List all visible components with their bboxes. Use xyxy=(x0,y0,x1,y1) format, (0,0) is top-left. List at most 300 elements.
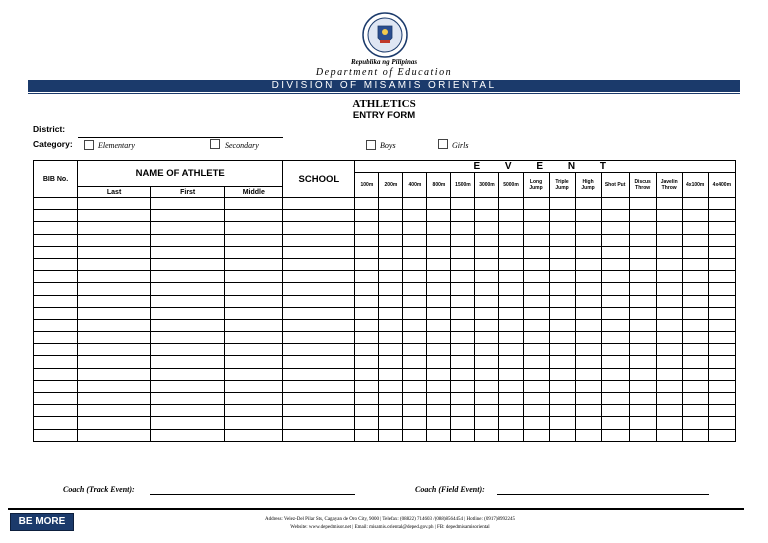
entry-cell[interactable] xyxy=(475,356,499,368)
entry-cell[interactable] xyxy=(379,405,403,417)
coach-field-field[interactable] xyxy=(497,494,709,495)
entry-cell[interactable] xyxy=(629,319,656,331)
entry-cell[interactable] xyxy=(451,368,475,380)
entry-cell[interactable] xyxy=(549,344,575,356)
entry-cell[interactable] xyxy=(78,332,151,344)
entry-cell[interactable] xyxy=(499,405,523,417)
entry-cell[interactable] xyxy=(656,356,682,368)
entry-cell[interactable] xyxy=(379,307,403,319)
entry-cell[interactable] xyxy=(379,393,403,405)
entry-cell[interactable] xyxy=(34,222,78,234)
entry-cell[interactable] xyxy=(708,380,735,392)
entry-cell[interactable] xyxy=(475,258,499,270)
entry-cell[interactable] xyxy=(225,332,283,344)
entry-cell[interactable] xyxy=(682,332,708,344)
entry-cell[interactable] xyxy=(451,307,475,319)
entry-cell[interactable] xyxy=(601,356,629,368)
entry-cell[interactable] xyxy=(682,307,708,319)
entry-cell[interactable] xyxy=(475,234,499,246)
entry-cell[interactable] xyxy=(34,283,78,295)
entry-cell[interactable] xyxy=(499,356,523,368)
entry-cell[interactable] xyxy=(575,295,601,307)
entry-cell[interactable] xyxy=(682,246,708,258)
entry-cell[interactable] xyxy=(656,198,682,210)
entry-cell[interactable] xyxy=(283,307,355,319)
entry-cell[interactable] xyxy=(78,307,151,319)
entry-cell[interactable] xyxy=(151,271,225,283)
entry-cell[interactable] xyxy=(682,319,708,331)
entry-cell[interactable] xyxy=(629,405,656,417)
entry-cell[interactable] xyxy=(708,368,735,380)
entry-cell[interactable] xyxy=(708,258,735,270)
entry-cell[interactable] xyxy=(78,356,151,368)
entry-cell[interactable] xyxy=(682,356,708,368)
entry-cell[interactable] xyxy=(656,222,682,234)
entry-cell[interactable] xyxy=(355,368,379,380)
entry-cell[interactable] xyxy=(475,393,499,405)
entry-cell[interactable] xyxy=(575,198,601,210)
entry-cell[interactable] xyxy=(379,332,403,344)
entry-cell[interactable] xyxy=(34,319,78,331)
entry-cell[interactable] xyxy=(403,258,427,270)
entry-cell[interactable] xyxy=(629,198,656,210)
entry-cell[interactable] xyxy=(656,271,682,283)
district-field[interactable] xyxy=(78,137,283,138)
entry-cell[interactable] xyxy=(682,393,708,405)
entry-cell[interactable] xyxy=(427,319,451,331)
entry-cell[interactable] xyxy=(575,283,601,295)
entry-cell[interactable] xyxy=(499,258,523,270)
entry-cell[interactable] xyxy=(355,344,379,356)
entry-cell[interactable] xyxy=(78,295,151,307)
entry-cell[interactable] xyxy=(403,380,427,392)
entry-cell[interactable] xyxy=(708,405,735,417)
entry-cell[interactable] xyxy=(575,271,601,283)
entry-cell[interactable] xyxy=(283,258,355,270)
entry-cell[interactable] xyxy=(403,344,427,356)
entry-cell[interactable] xyxy=(151,198,225,210)
entry-cell[interactable] xyxy=(656,258,682,270)
entry-cell[interactable] xyxy=(427,246,451,258)
entry-cell[interactable] xyxy=(499,417,523,429)
entry-cell[interactable] xyxy=(451,319,475,331)
entry-cell[interactable] xyxy=(34,344,78,356)
entry-cell[interactable] xyxy=(403,319,427,331)
entry-cell[interactable] xyxy=(475,210,499,222)
entry-cell[interactable] xyxy=(549,198,575,210)
entry-cell[interactable] xyxy=(355,417,379,429)
entry-cell[interactable] xyxy=(499,210,523,222)
entry-cell[interactable] xyxy=(379,210,403,222)
entry-cell[interactable] xyxy=(151,258,225,270)
entry-cell[interactable] xyxy=(151,246,225,258)
entry-cell[interactable] xyxy=(225,417,283,429)
entry-cell[interactable] xyxy=(451,429,475,441)
entry-cell[interactable] xyxy=(451,271,475,283)
entry-cell[interactable] xyxy=(379,295,403,307)
entry-cell[interactable] xyxy=(656,234,682,246)
entry-cell[interactable] xyxy=(283,246,355,258)
entry-cell[interactable] xyxy=(283,393,355,405)
entry-cell[interactable] xyxy=(78,198,151,210)
entry-cell[interactable] xyxy=(656,307,682,319)
entry-cell[interactable] xyxy=(523,210,549,222)
entry-cell[interactable] xyxy=(355,295,379,307)
entry-cell[interactable] xyxy=(549,417,575,429)
entry-cell[interactable] xyxy=(379,356,403,368)
entry-cell[interactable] xyxy=(682,295,708,307)
entry-cell[interactable] xyxy=(355,319,379,331)
entry-cell[interactable] xyxy=(78,210,151,222)
entry-cell[interactable] xyxy=(682,344,708,356)
entry-cell[interactable] xyxy=(403,283,427,295)
entry-cell[interactable] xyxy=(34,258,78,270)
entry-cell[interactable] xyxy=(225,356,283,368)
entry-cell[interactable] xyxy=(682,198,708,210)
entry-cell[interactable] xyxy=(708,332,735,344)
entry-cell[interactable] xyxy=(379,344,403,356)
entry-cell[interactable] xyxy=(656,417,682,429)
entry-cell[interactable] xyxy=(601,368,629,380)
entry-cell[interactable] xyxy=(629,380,656,392)
entry-cell[interactable] xyxy=(283,210,355,222)
entry-cell[interactable] xyxy=(499,295,523,307)
entry-cell[interactable] xyxy=(708,283,735,295)
entry-cell[interactable] xyxy=(403,222,427,234)
entry-cell[interactable] xyxy=(629,429,656,441)
entry-cell[interactable] xyxy=(499,246,523,258)
entry-cell[interactable] xyxy=(523,368,549,380)
entry-cell[interactable] xyxy=(403,210,427,222)
entry-cell[interactable] xyxy=(523,295,549,307)
entry-cell[interactable] xyxy=(708,344,735,356)
entry-cell[interactable] xyxy=(601,307,629,319)
entry-cell[interactable] xyxy=(629,332,656,344)
entry-cell[interactable] xyxy=(225,307,283,319)
entry-cell[interactable] xyxy=(78,271,151,283)
entry-cell[interactable] xyxy=(403,356,427,368)
entry-cell[interactable] xyxy=(601,283,629,295)
entry-cell[interactable] xyxy=(601,405,629,417)
entry-cell[interactable] xyxy=(549,307,575,319)
entry-cell[interactable] xyxy=(656,210,682,222)
entry-cell[interactable] xyxy=(499,198,523,210)
entry-cell[interactable] xyxy=(78,222,151,234)
entry-cell[interactable] xyxy=(549,246,575,258)
entry-cell[interactable] xyxy=(656,380,682,392)
entry-cell[interactable] xyxy=(523,393,549,405)
entry-cell[interactable] xyxy=(225,405,283,417)
entry-cell[interactable] xyxy=(379,222,403,234)
entry-cell[interactable] xyxy=(283,295,355,307)
entry-cell[interactable] xyxy=(151,368,225,380)
entry-cell[interactable] xyxy=(601,258,629,270)
entry-cell[interactable] xyxy=(427,429,451,441)
entry-cell[interactable] xyxy=(475,198,499,210)
entry-cell[interactable] xyxy=(78,283,151,295)
entry-cell[interactable] xyxy=(549,234,575,246)
entry-cell[interactable] xyxy=(499,307,523,319)
entry-cell[interactable] xyxy=(601,344,629,356)
entry-cell[interactable] xyxy=(379,417,403,429)
entry-cell[interactable] xyxy=(451,405,475,417)
entry-cell[interactable] xyxy=(656,295,682,307)
entry-cell[interactable] xyxy=(523,332,549,344)
entry-cell[interactable] xyxy=(656,246,682,258)
entry-cell[interactable] xyxy=(427,307,451,319)
entry-cell[interactable] xyxy=(225,222,283,234)
entry-cell[interactable] xyxy=(629,307,656,319)
entry-cell[interactable] xyxy=(151,356,225,368)
entry-cell[interactable] xyxy=(427,283,451,295)
entry-cell[interactable] xyxy=(78,344,151,356)
entry-cell[interactable] xyxy=(656,429,682,441)
entry-cell[interactable] xyxy=(575,319,601,331)
entry-cell[interactable] xyxy=(475,380,499,392)
entry-cell[interactable] xyxy=(225,210,283,222)
entry-cell[interactable] xyxy=(78,368,151,380)
entry-cell[interactable] xyxy=(656,393,682,405)
entry-cell[interactable] xyxy=(403,332,427,344)
entry-cell[interactable] xyxy=(427,405,451,417)
entry-cell[interactable] xyxy=(682,234,708,246)
entry-cell[interactable] xyxy=(549,295,575,307)
entry-cell[interactable] xyxy=(475,222,499,234)
entry-cell[interactable] xyxy=(575,246,601,258)
entry-cell[interactable] xyxy=(403,246,427,258)
secondary-checkbox[interactable] xyxy=(210,139,220,149)
entry-cell[interactable] xyxy=(403,368,427,380)
entry-cell[interactable] xyxy=(427,271,451,283)
entry-cell[interactable] xyxy=(379,429,403,441)
entry-cell[interactable] xyxy=(379,283,403,295)
entry-cell[interactable] xyxy=(151,307,225,319)
entry-cell[interactable] xyxy=(549,429,575,441)
entry-cell[interactable] xyxy=(379,368,403,380)
entry-cell[interactable] xyxy=(682,258,708,270)
entry-cell[interactable] xyxy=(575,234,601,246)
entry-cell[interactable] xyxy=(499,234,523,246)
entry-cell[interactable] xyxy=(427,210,451,222)
entry-cell[interactable] xyxy=(629,283,656,295)
entry-cell[interactable] xyxy=(78,429,151,441)
entry-cell[interactable] xyxy=(523,417,549,429)
entry-cell[interactable] xyxy=(451,283,475,295)
entry-cell[interactable] xyxy=(427,198,451,210)
entry-cell[interactable] xyxy=(78,258,151,270)
entry-cell[interactable] xyxy=(499,222,523,234)
entry-cell[interactable] xyxy=(475,332,499,344)
entry-cell[interactable] xyxy=(379,271,403,283)
entry-cell[interactable] xyxy=(225,246,283,258)
entry-cell[interactable] xyxy=(629,234,656,246)
entry-cell[interactable] xyxy=(475,283,499,295)
entry-cell[interactable] xyxy=(283,429,355,441)
entry-cell[interactable] xyxy=(379,246,403,258)
entry-cell[interactable] xyxy=(34,234,78,246)
entry-cell[interactable] xyxy=(682,417,708,429)
entry-cell[interactable] xyxy=(656,344,682,356)
entry-cell[interactable] xyxy=(34,198,78,210)
entry-cell[interactable] xyxy=(78,246,151,258)
entry-cell[interactable] xyxy=(575,393,601,405)
entry-cell[interactable] xyxy=(601,380,629,392)
entry-cell[interactable] xyxy=(355,356,379,368)
entry-cell[interactable] xyxy=(475,271,499,283)
entry-cell[interactable] xyxy=(451,356,475,368)
entry-cell[interactable] xyxy=(629,356,656,368)
entry-cell[interactable] xyxy=(523,198,549,210)
entry-cell[interactable] xyxy=(601,210,629,222)
entry-cell[interactable] xyxy=(225,283,283,295)
entry-cell[interactable] xyxy=(656,405,682,417)
entry-cell[interactable] xyxy=(549,210,575,222)
entry-cell[interactable] xyxy=(225,344,283,356)
entry-cell[interactable] xyxy=(403,295,427,307)
entry-cell[interactable] xyxy=(656,368,682,380)
entry-cell[interactable] xyxy=(427,380,451,392)
entry-cell[interactable] xyxy=(523,222,549,234)
entry-cell[interactable] xyxy=(451,332,475,344)
entry-cell[interactable] xyxy=(629,417,656,429)
entry-cell[interactable] xyxy=(151,332,225,344)
entry-cell[interactable] xyxy=(499,344,523,356)
entry-cell[interactable] xyxy=(499,380,523,392)
entry-cell[interactable] xyxy=(403,393,427,405)
entry-cell[interactable] xyxy=(78,417,151,429)
entry-cell[interactable] xyxy=(523,319,549,331)
entry-cell[interactable] xyxy=(601,417,629,429)
entry-cell[interactable] xyxy=(523,344,549,356)
entry-cell[interactable] xyxy=(355,258,379,270)
entry-cell[interactable] xyxy=(34,405,78,417)
entry-cell[interactable] xyxy=(283,380,355,392)
entry-cell[interactable] xyxy=(708,393,735,405)
entry-cell[interactable] xyxy=(34,393,78,405)
entry-cell[interactable] xyxy=(355,393,379,405)
entry-cell[interactable] xyxy=(549,368,575,380)
entry-cell[interactable] xyxy=(629,258,656,270)
entry-cell[interactable] xyxy=(549,356,575,368)
entry-cell[interactable] xyxy=(403,405,427,417)
entry-cell[interactable] xyxy=(708,198,735,210)
entry-cell[interactable] xyxy=(575,417,601,429)
entry-cell[interactable] xyxy=(78,380,151,392)
entry-cell[interactable] xyxy=(427,356,451,368)
entry-cell[interactable] xyxy=(499,393,523,405)
entry-cell[interactable] xyxy=(682,222,708,234)
entry-cell[interactable] xyxy=(355,429,379,441)
entry-cell[interactable] xyxy=(283,332,355,344)
entry-cell[interactable] xyxy=(656,319,682,331)
entry-cell[interactable] xyxy=(151,380,225,392)
entry-cell[interactable] xyxy=(225,234,283,246)
entry-cell[interactable] xyxy=(403,429,427,441)
entry-cell[interactable] xyxy=(499,368,523,380)
entry-cell[interactable] xyxy=(682,429,708,441)
entry-cell[interactable] xyxy=(629,271,656,283)
entry-cell[interactable] xyxy=(151,295,225,307)
entry-cell[interactable] xyxy=(499,283,523,295)
entry-cell[interactable] xyxy=(523,429,549,441)
entry-cell[interactable] xyxy=(523,258,549,270)
entry-cell[interactable] xyxy=(283,234,355,246)
entry-cell[interactable] xyxy=(427,393,451,405)
entry-cell[interactable] xyxy=(549,380,575,392)
entry-cell[interactable] xyxy=(151,210,225,222)
entry-cell[interactable] xyxy=(34,295,78,307)
entry-cell[interactable] xyxy=(451,417,475,429)
entry-cell[interactable] xyxy=(575,258,601,270)
entry-cell[interactable] xyxy=(475,429,499,441)
entry-cell[interactable] xyxy=(549,393,575,405)
entry-cell[interactable] xyxy=(475,405,499,417)
entry-cell[interactable] xyxy=(283,356,355,368)
entry-cell[interactable] xyxy=(575,307,601,319)
entry-cell[interactable] xyxy=(34,210,78,222)
entry-cell[interactable] xyxy=(34,271,78,283)
entry-cell[interactable] xyxy=(601,429,629,441)
entry-cell[interactable] xyxy=(523,356,549,368)
entry-cell[interactable] xyxy=(549,405,575,417)
entry-cell[interactable] xyxy=(708,429,735,441)
entry-cell[interactable] xyxy=(451,210,475,222)
entry-cell[interactable] xyxy=(475,319,499,331)
entry-cell[interactable] xyxy=(708,222,735,234)
entry-cell[interactable] xyxy=(403,234,427,246)
entry-cell[interactable] xyxy=(379,319,403,331)
entry-cell[interactable] xyxy=(601,271,629,283)
entry-cell[interactable] xyxy=(601,222,629,234)
entry-cell[interactable] xyxy=(283,271,355,283)
girls-checkbox[interactable] xyxy=(438,139,448,149)
entry-cell[interactable] xyxy=(451,234,475,246)
entry-cell[interactable] xyxy=(283,368,355,380)
entry-cell[interactable] xyxy=(708,271,735,283)
entry-cell[interactable] xyxy=(151,283,225,295)
entry-cell[interactable] xyxy=(499,332,523,344)
entry-cell[interactable] xyxy=(78,319,151,331)
entry-cell[interactable] xyxy=(355,271,379,283)
entry-cell[interactable] xyxy=(629,344,656,356)
entry-cell[interactable] xyxy=(283,198,355,210)
entry-cell[interactable] xyxy=(601,234,629,246)
entry-cell[interactable] xyxy=(355,283,379,295)
entry-cell[interactable] xyxy=(523,380,549,392)
entry-cell[interactable] xyxy=(427,258,451,270)
entry-cell[interactable] xyxy=(151,319,225,331)
entry-cell[interactable] xyxy=(708,234,735,246)
entry-cell[interactable] xyxy=(355,222,379,234)
entry-cell[interactable] xyxy=(575,332,601,344)
entry-cell[interactable] xyxy=(708,307,735,319)
entry-cell[interactable] xyxy=(151,417,225,429)
entry-cell[interactable] xyxy=(475,344,499,356)
entry-cell[interactable] xyxy=(708,210,735,222)
entry-cell[interactable] xyxy=(427,368,451,380)
entry-cell[interactable] xyxy=(151,234,225,246)
entry-cell[interactable] xyxy=(682,210,708,222)
entry-cell[interactable] xyxy=(225,380,283,392)
entry-cell[interactable] xyxy=(427,295,451,307)
entry-cell[interactable] xyxy=(523,271,549,283)
entry-cell[interactable] xyxy=(355,332,379,344)
entry-cell[interactable] xyxy=(151,393,225,405)
entry-cell[interactable] xyxy=(656,332,682,344)
entry-cell[interactable] xyxy=(427,234,451,246)
entry-cell[interactable] xyxy=(427,417,451,429)
entry-cell[interactable] xyxy=(225,295,283,307)
